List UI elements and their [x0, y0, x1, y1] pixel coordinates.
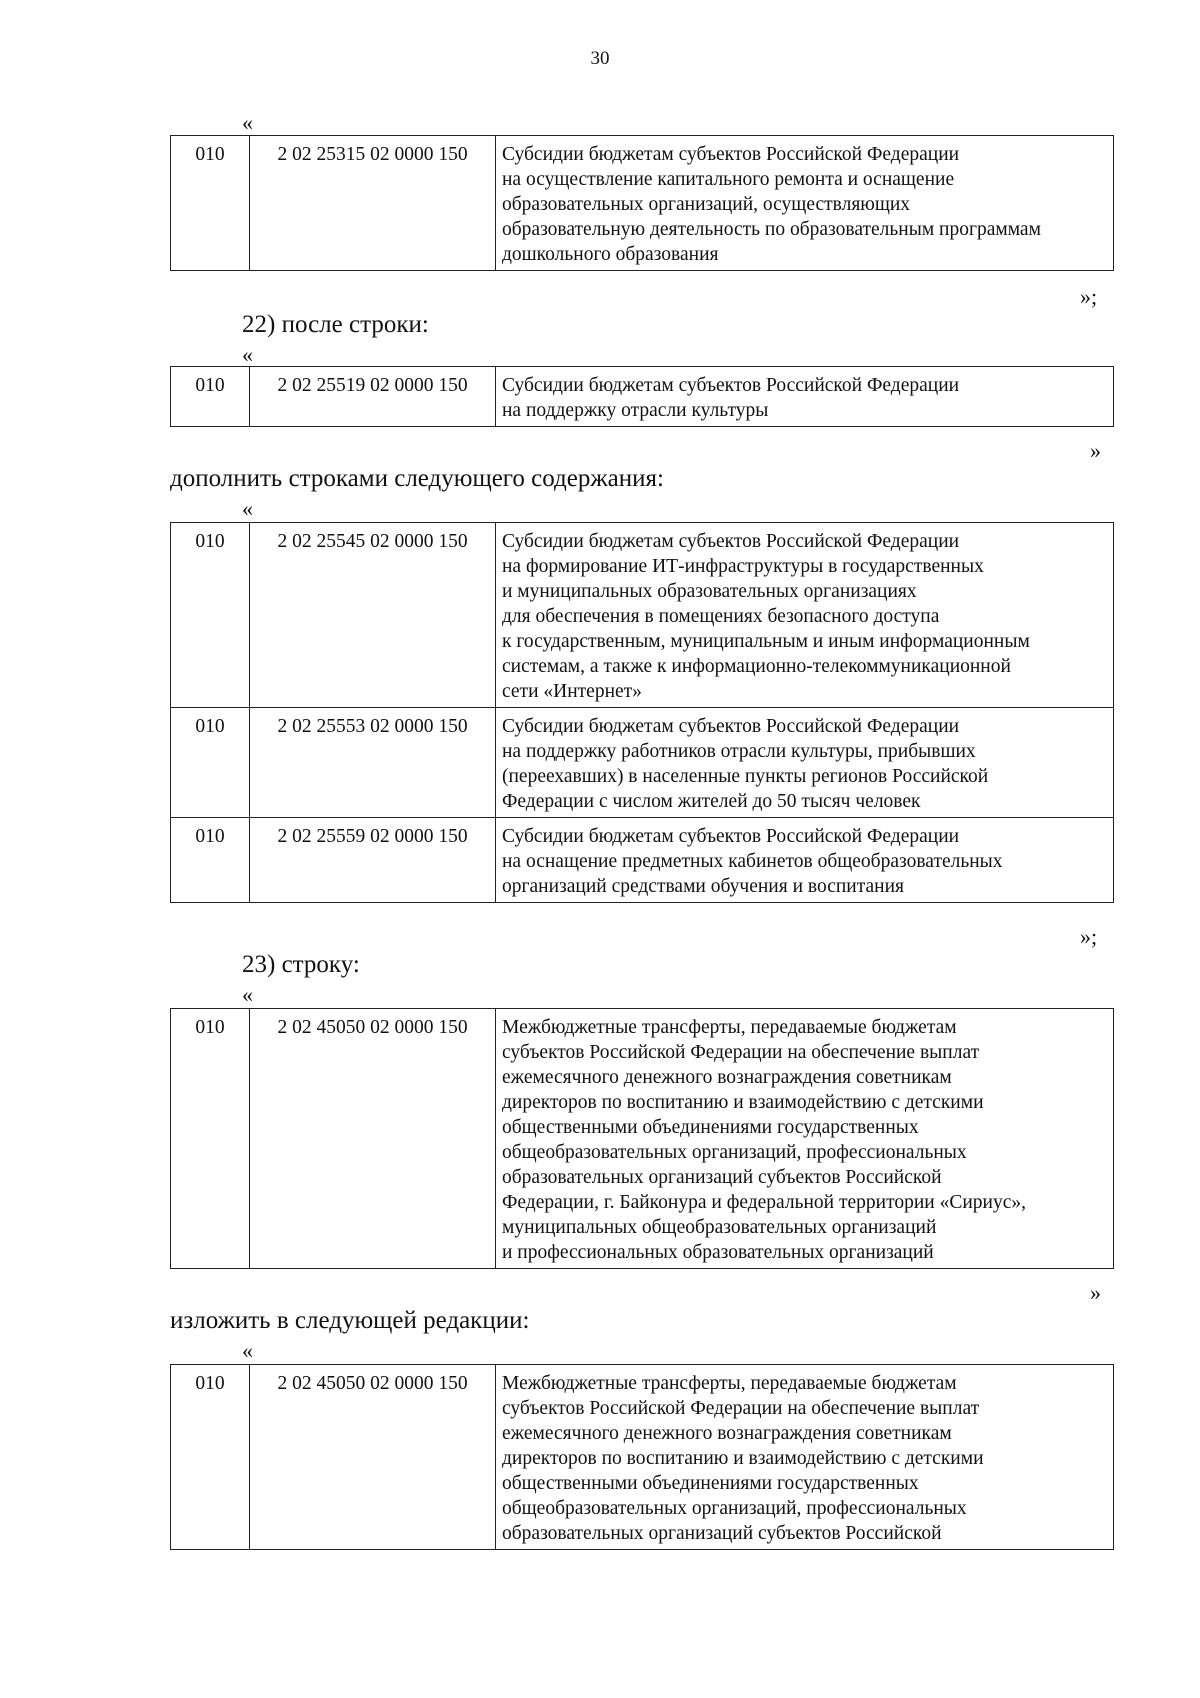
section-heading: изложить в следующей редакции: [170, 1307, 530, 1334]
table-row [171, 1009, 1114, 1269]
description-cell: Межбюджетные трансферты, передаваемые бюджетам субъектов Российской Федерации на обеспечение выплат ежемесячного денежного вознаграждения советникам директоров по воспитанию и взаимодействию с детскими общественными объединениями государственных общеобразовательных организаций, профессиональных образовательных организаций субъектов Российской [496, 1365, 1114, 1550]
section-heading: дополнить строками следующего содержания: [170, 465, 664, 492]
close-quote: » [1090, 1280, 1101, 1305]
open-quote: « [242, 496, 253, 521]
code-cell: 010 [171, 1365, 250, 1550]
amendment-table [170, 1364, 1114, 1550]
code-cell: 010 [171, 367, 250, 427]
amendment-table [170, 366, 1114, 427]
kbk-cell: 2 02 25315 02 0000 150 [250, 136, 496, 271]
kbk-cell: 2 02 45050 02 0000 150 [250, 1009, 496, 1269]
table-row [171, 136, 1114, 271]
description-cell: Субсидии бюджетам субъектов Российской Федерации на формирование ИТ-инфраструктуры в государственных и муниципальных образовательных организациях для обеспечения в помещениях безопасного доступа к государственным, муниципальным и иным информационным системам, а также к информационно-телекоммуникационной сети «Интернет» [496, 523, 1114, 708]
description-cell: Субсидии бюджетам субъектов Российской Федерации на поддержку отрасли культуры [496, 367, 1114, 427]
open-quote: « [242, 1338, 253, 1363]
kbk-cell: 2 02 25519 02 0000 150 [250, 367, 496, 427]
code-cell: 010 [171, 818, 250, 903]
section-heading: 22) после строки: [242, 311, 429, 338]
description-cell: Субсидии бюджетам субъектов Российской Федерации на поддержку работников отрасли культуры, прибывших (переехавших) в населенные пункты регионов Российской Федерации с числом жителей до 50 тысяч человек [496, 708, 1114, 818]
open-quote: « [242, 982, 253, 1007]
close-quote: »; [1080, 924, 1098, 949]
description-cell: Субсидии бюджетам субъектов Российской Федерации на осуществление капитального ремонта и оснащение образовательных организаций, осуществляющих образовательную деятельность по образовательным программам дошкольного образования [496, 136, 1114, 271]
amendment-table [170, 522, 1114, 903]
table-row [171, 523, 1114, 708]
description-cell: Субсидии бюджетам субъектов Российской Федерации на оснащение предметных кабинетов общеобразовательных организаций средствами обучения и воспитания [496, 818, 1114, 903]
open-quote: « [242, 342, 253, 367]
kbk-cell: 2 02 25559 02 0000 150 [250, 818, 496, 903]
code-cell: 010 [171, 1009, 250, 1269]
section-heading: 23) строку: [242, 951, 360, 978]
table-row [171, 367, 1114, 427]
table-row [171, 818, 1114, 903]
amendment-table [170, 135, 1114, 271]
description-cell: Межбюджетные трансферты, передаваемые бюджетам субъектов Российской Федерации на обеспечение выплат ежемесячного денежного вознаграждения советникам директоров по воспитанию и взаимодействию с детскими общественными объединениями государственных общеобразовательных организаций, профессиональных образовательных организаций субъектов Российской Федерации, г. Байконура и федеральной территории «Сириус», муниципальных общеобразовательных организаций и профессиональных образовательных организаций [496, 1009, 1114, 1269]
kbk-cell: 2 02 45050 02 0000 150 [250, 1365, 496, 1550]
kbk-cell: 2 02 25553 02 0000 150 [250, 708, 496, 818]
code-cell: 010 [171, 136, 250, 271]
close-quote: »; [1080, 284, 1098, 309]
code-cell: 010 [171, 523, 250, 708]
close-quote: » [1090, 438, 1101, 463]
code-cell: 010 [171, 708, 250, 818]
page-number: 30 [590, 48, 610, 69]
table-row [171, 708, 1114, 818]
table-row [171, 1365, 1114, 1550]
open-quote: « [242, 110, 253, 135]
kbk-cell: 2 02 25545 02 0000 150 [250, 523, 496, 708]
amendment-table [170, 1008, 1114, 1269]
